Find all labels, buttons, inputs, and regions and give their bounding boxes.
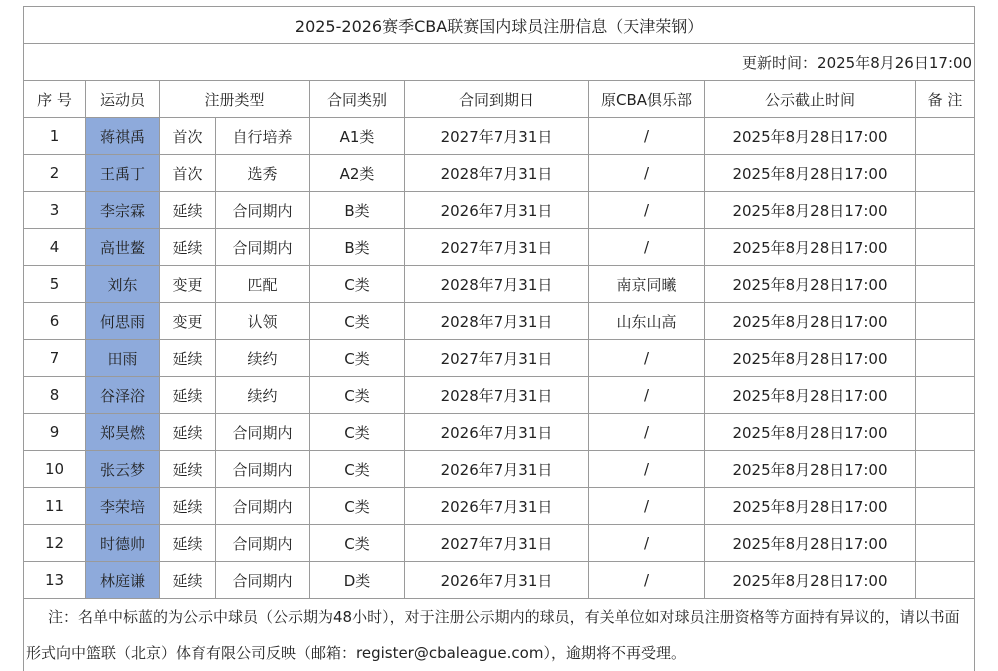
update-time: 更新时间：2025年8月26日17:00 <box>24 44 975 81</box>
table-row <box>24 377 975 414</box>
orig-club-cell: / <box>589 488 705 525</box>
player-name-cell: 谷泽浴 <box>86 377 160 414</box>
remark-cell <box>916 377 975 414</box>
seq-cell: 4 <box>24 229 86 266</box>
remark-cell <box>916 451 975 488</box>
expiry-cell: 2028年7月31日 <box>405 155 589 192</box>
remark-cell <box>916 229 975 266</box>
deadline-cell: 2025年8月28日17:00 <box>705 525 916 562</box>
expiry-cell: 2026年7月31日 <box>405 192 589 229</box>
seq-cell: 7 <box>24 340 86 377</box>
player-name-cell: 刘东 <box>86 266 160 303</box>
note-row <box>24 599 975 671</box>
reg-type-cell: 延续 <box>160 192 216 229</box>
deadline-cell: 2025年8月28日17:00 <box>705 414 916 451</box>
reg-type-cell: 延续 <box>160 414 216 451</box>
expiry-cell: 2026年7月31日 <box>405 414 589 451</box>
table-row <box>24 192 975 229</box>
table-row <box>24 488 975 525</box>
table-row <box>24 229 975 266</box>
title-row <box>24 7 975 44</box>
player-name-cell: 何思雨 <box>86 303 160 340</box>
deadline-cell: 2025年8月28日17:00 <box>705 377 916 414</box>
orig-club-cell: / <box>589 155 705 192</box>
reg-type-cell: 延续 <box>160 562 216 599</box>
deadline-cell: 2025年8月28日17:00 <box>705 451 916 488</box>
expiry-cell: 2026年7月31日 <box>405 451 589 488</box>
reg-type-cell: 首次 <box>160 155 216 192</box>
header-row <box>24 81 975 118</box>
contract-type-cell: A2类 <box>310 155 405 192</box>
player-name-cell: 高世鳌 <box>86 229 160 266</box>
player-name-cell: 田雨 <box>86 340 160 377</box>
orig-club-cell: / <box>589 229 705 266</box>
contract-type-cell: C类 <box>310 488 405 525</box>
contract-type-cell: C类 <box>310 451 405 488</box>
reg-type-cell: 延续 <box>160 525 216 562</box>
reg-subtype-cell: 自行培养 <box>216 118 310 155</box>
reg-subtype-cell: 合同期内 <box>216 488 310 525</box>
remark-cell <box>916 562 975 599</box>
orig-club-cell: / <box>589 414 705 451</box>
contract-type-cell: C类 <box>310 525 405 562</box>
remark-cell <box>916 266 975 303</box>
header-orig-club: 原CBA俱乐部 <box>589 81 705 118</box>
note-text: 注：名单中标蓝的为公示中球员（公示期为48小时），对于注册公示期内的球员，有关单位如对球员注册资格等方面持有异议的，请以书面形式向中篮联（北京）体育有限公司反映（邮箱：register@cbaleague.com），逾期将不再受理。 <box>26 608 960 662</box>
orig-club-cell: / <box>589 340 705 377</box>
seq-cell: 11 <box>24 488 86 525</box>
reg-subtype-cell: 合同期内 <box>216 525 310 562</box>
table-row <box>24 303 975 340</box>
player-name-cell: 蒋祺禹 <box>86 118 160 155</box>
note-cell <box>24 599 975 671</box>
remark-cell <box>916 192 975 229</box>
reg-type-cell: 变更 <box>160 266 216 303</box>
reg-subtype-cell: 匹配 <box>216 266 310 303</box>
orig-club-cell: / <box>589 451 705 488</box>
reg-subtype-cell: 续约 <box>216 377 310 414</box>
contract-type-cell: C类 <box>310 340 405 377</box>
expiry-cell: 2027年7月31日 <box>405 340 589 377</box>
reg-subtype-cell: 合同期内 <box>216 451 310 488</box>
remark-cell <box>916 155 975 192</box>
table-row <box>24 414 975 451</box>
reg-subtype-cell: 选秀 <box>216 155 310 192</box>
table-title: 2025-2026赛季CBA联赛国内球员注册信息（天津荣钢） <box>24 7 975 44</box>
table-row <box>24 118 975 155</box>
player-name-cell: 郑昊燃 <box>86 414 160 451</box>
orig-club-cell: / <box>589 525 705 562</box>
reg-subtype-cell: 认领 <box>216 303 310 340</box>
deadline-cell: 2025年8月28日17:00 <box>705 155 916 192</box>
remark-cell <box>916 340 975 377</box>
contract-type-cell: C类 <box>310 303 405 340</box>
table-row <box>24 266 975 303</box>
player-name-cell: 张云梦 <box>86 451 160 488</box>
orig-club-cell: 山东山高 <box>589 303 705 340</box>
header-expiry: 合同到期日 <box>405 81 589 118</box>
header-contract-type: 合同类别 <box>310 81 405 118</box>
contract-type-cell: B类 <box>310 192 405 229</box>
contract-type-cell: C类 <box>310 266 405 303</box>
expiry-cell: 2028年7月31日 <box>405 303 589 340</box>
header-deadline: 公示截止时间 <box>705 81 916 118</box>
reg-subtype-cell: 合同期内 <box>216 414 310 451</box>
contract-type-cell: A1类 <box>310 118 405 155</box>
header-remark: 备 注 <box>916 81 975 118</box>
update-row <box>24 44 975 81</box>
deadline-cell: 2025年8月28日17:00 <box>705 488 916 525</box>
table-row <box>24 451 975 488</box>
seq-cell: 10 <box>24 451 86 488</box>
seq-cell: 5 <box>24 266 86 303</box>
reg-subtype-cell: 合同期内 <box>216 562 310 599</box>
reg-type-cell: 变更 <box>160 303 216 340</box>
seq-cell: 13 <box>24 562 86 599</box>
player-name-cell: 时德帅 <box>86 525 160 562</box>
header-seq: 序 号 <box>24 81 86 118</box>
seq-cell: 8 <box>24 377 86 414</box>
header-player: 运动员 <box>86 81 160 118</box>
table-row <box>24 562 975 599</box>
deadline-cell: 2025年8月28日17:00 <box>705 266 916 303</box>
seq-cell: 1 <box>24 118 86 155</box>
contract-type-cell: B类 <box>310 229 405 266</box>
deadline-cell: 2025年8月28日17:00 <box>705 340 916 377</box>
remark-cell <box>916 525 975 562</box>
seq-cell: 3 <box>24 192 86 229</box>
expiry-cell: 2027年7月31日 <box>405 525 589 562</box>
reg-type-cell: 延续 <box>160 451 216 488</box>
reg-type-cell: 延续 <box>160 488 216 525</box>
orig-club-cell: / <box>589 377 705 414</box>
reg-type-cell: 延续 <box>160 229 216 266</box>
seq-cell: 2 <box>24 155 86 192</box>
contract-type-cell: D类 <box>310 562 405 599</box>
reg-subtype-cell: 合同期内 <box>216 192 310 229</box>
orig-club-cell: / <box>589 192 705 229</box>
orig-club-cell: / <box>589 118 705 155</box>
player-name-cell: 李荣培 <box>86 488 160 525</box>
reg-type-cell: 首次 <box>160 118 216 155</box>
expiry-cell: 2027年7月31日 <box>405 118 589 155</box>
reg-type-cell: 延续 <box>160 377 216 414</box>
contract-type-cell: C类 <box>310 377 405 414</box>
reg-subtype-cell: 续约 <box>216 340 310 377</box>
reg-type-cell: 延续 <box>160 340 216 377</box>
player-name-cell: 王禹丁 <box>86 155 160 192</box>
deadline-cell: 2025年8月28日17:00 <box>705 118 916 155</box>
orig-club-cell: / <box>589 562 705 599</box>
player-name-cell: 李宗霖 <box>86 192 160 229</box>
expiry-cell: 2027年7月31日 <box>405 229 589 266</box>
expiry-cell: 2028年7月31日 <box>405 377 589 414</box>
table-row <box>24 525 975 562</box>
expiry-cell: 2026年7月31日 <box>405 488 589 525</box>
seq-cell: 6 <box>24 303 86 340</box>
expiry-cell: 2026年7月31日 <box>405 562 589 599</box>
reg-subtype-cell: 合同期内 <box>216 229 310 266</box>
deadline-cell: 2025年8月28日17:00 <box>705 192 916 229</box>
registration-table <box>23 6 975 671</box>
table-row <box>24 155 975 192</box>
seq-cell: 9 <box>24 414 86 451</box>
header-reg-type: 注册类型 <box>160 81 310 118</box>
remark-cell <box>916 414 975 451</box>
orig-club-cell: 南京同曦 <box>589 266 705 303</box>
deadline-cell: 2025年8月28日17:00 <box>705 229 916 266</box>
seq-cell: 12 <box>24 525 86 562</box>
remark-cell <box>916 488 975 525</box>
table-row <box>24 340 975 377</box>
remark-cell <box>916 118 975 155</box>
contract-type-cell: C类 <box>310 414 405 451</box>
player-name-cell: 林庭谦 <box>86 562 160 599</box>
deadline-cell: 2025年8月28日17:00 <box>705 303 916 340</box>
remark-cell <box>916 303 975 340</box>
deadline-cell: 2025年8月28日17:00 <box>705 562 916 599</box>
expiry-cell: 2028年7月31日 <box>405 266 589 303</box>
